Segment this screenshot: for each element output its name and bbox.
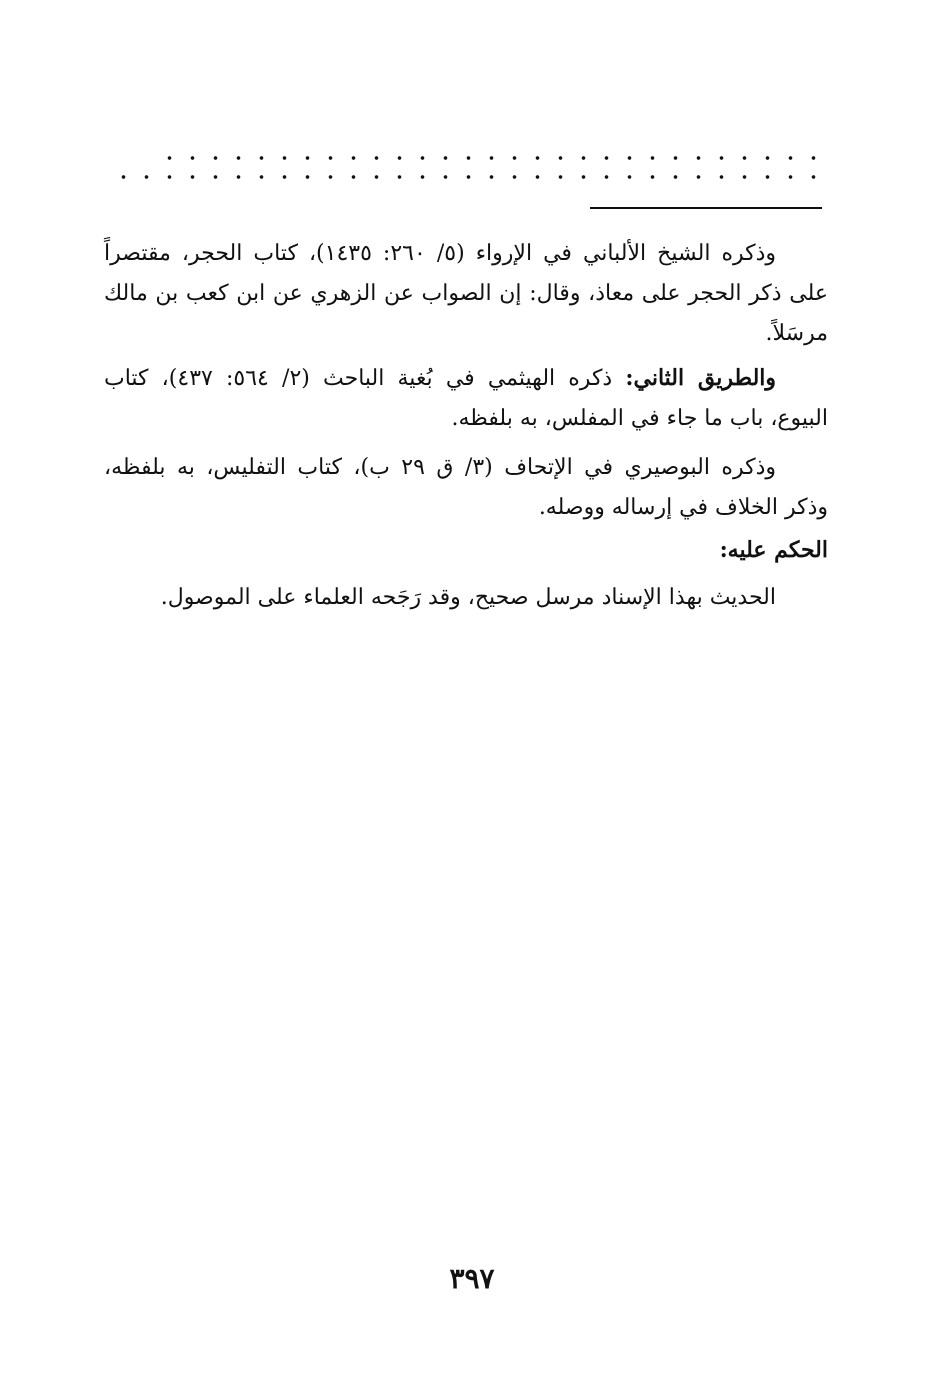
paragraph-albusiri bbox=[104, 448, 828, 528]
ruling-heading: الحكم عليه: bbox=[719, 537, 828, 563]
page-number: ٣٩٧ bbox=[449, 1262, 495, 1295]
paragraph-2-lead: والطريق الثاني: bbox=[625, 365, 777, 391]
paragraph-second-route bbox=[104, 358, 828, 439]
paragraph-alalbani bbox=[104, 234, 828, 354]
paragraph-ruling bbox=[104, 578, 828, 618]
paragraph-2-text: ذكره الهيثمي في بُغية الباحث (٢/ ٥٦٤: ٤٣٧)، كتاب البيوع، باب ما جاء في المفلس، به بلفظه. bbox=[104, 366, 828, 431]
paragraph-3-text: وذكره البوصيري في الإتحاف (٣/ ق ٢٩ ب)، كتاب التفليس، به بلفظه، وذكر الخلاف في إرساله ووصله. bbox=[104, 455, 828, 520]
paragraph-4-text: الحديث بهذا الإسناد مرسل صحيح، وقد رَجَحه العلماء على الموصول. bbox=[160, 585, 776, 610]
separator-rule bbox=[590, 207, 822, 209]
paragraph-1-text: وذكره الشيخ الألباني في الإرواء (٥/ ٢٦٠: ١٤٣٥)، كتاب الحجر، مقتصراً على ذكر الحجر على معاذ، وقال: إن الصواب عن الزهري عن ابن كعب بن مالك مرسَلاً. bbox=[104, 241, 828, 346]
footnote-dots-row-1 bbox=[158, 155, 822, 161]
footnote-dots-row-2 bbox=[112, 174, 822, 180]
